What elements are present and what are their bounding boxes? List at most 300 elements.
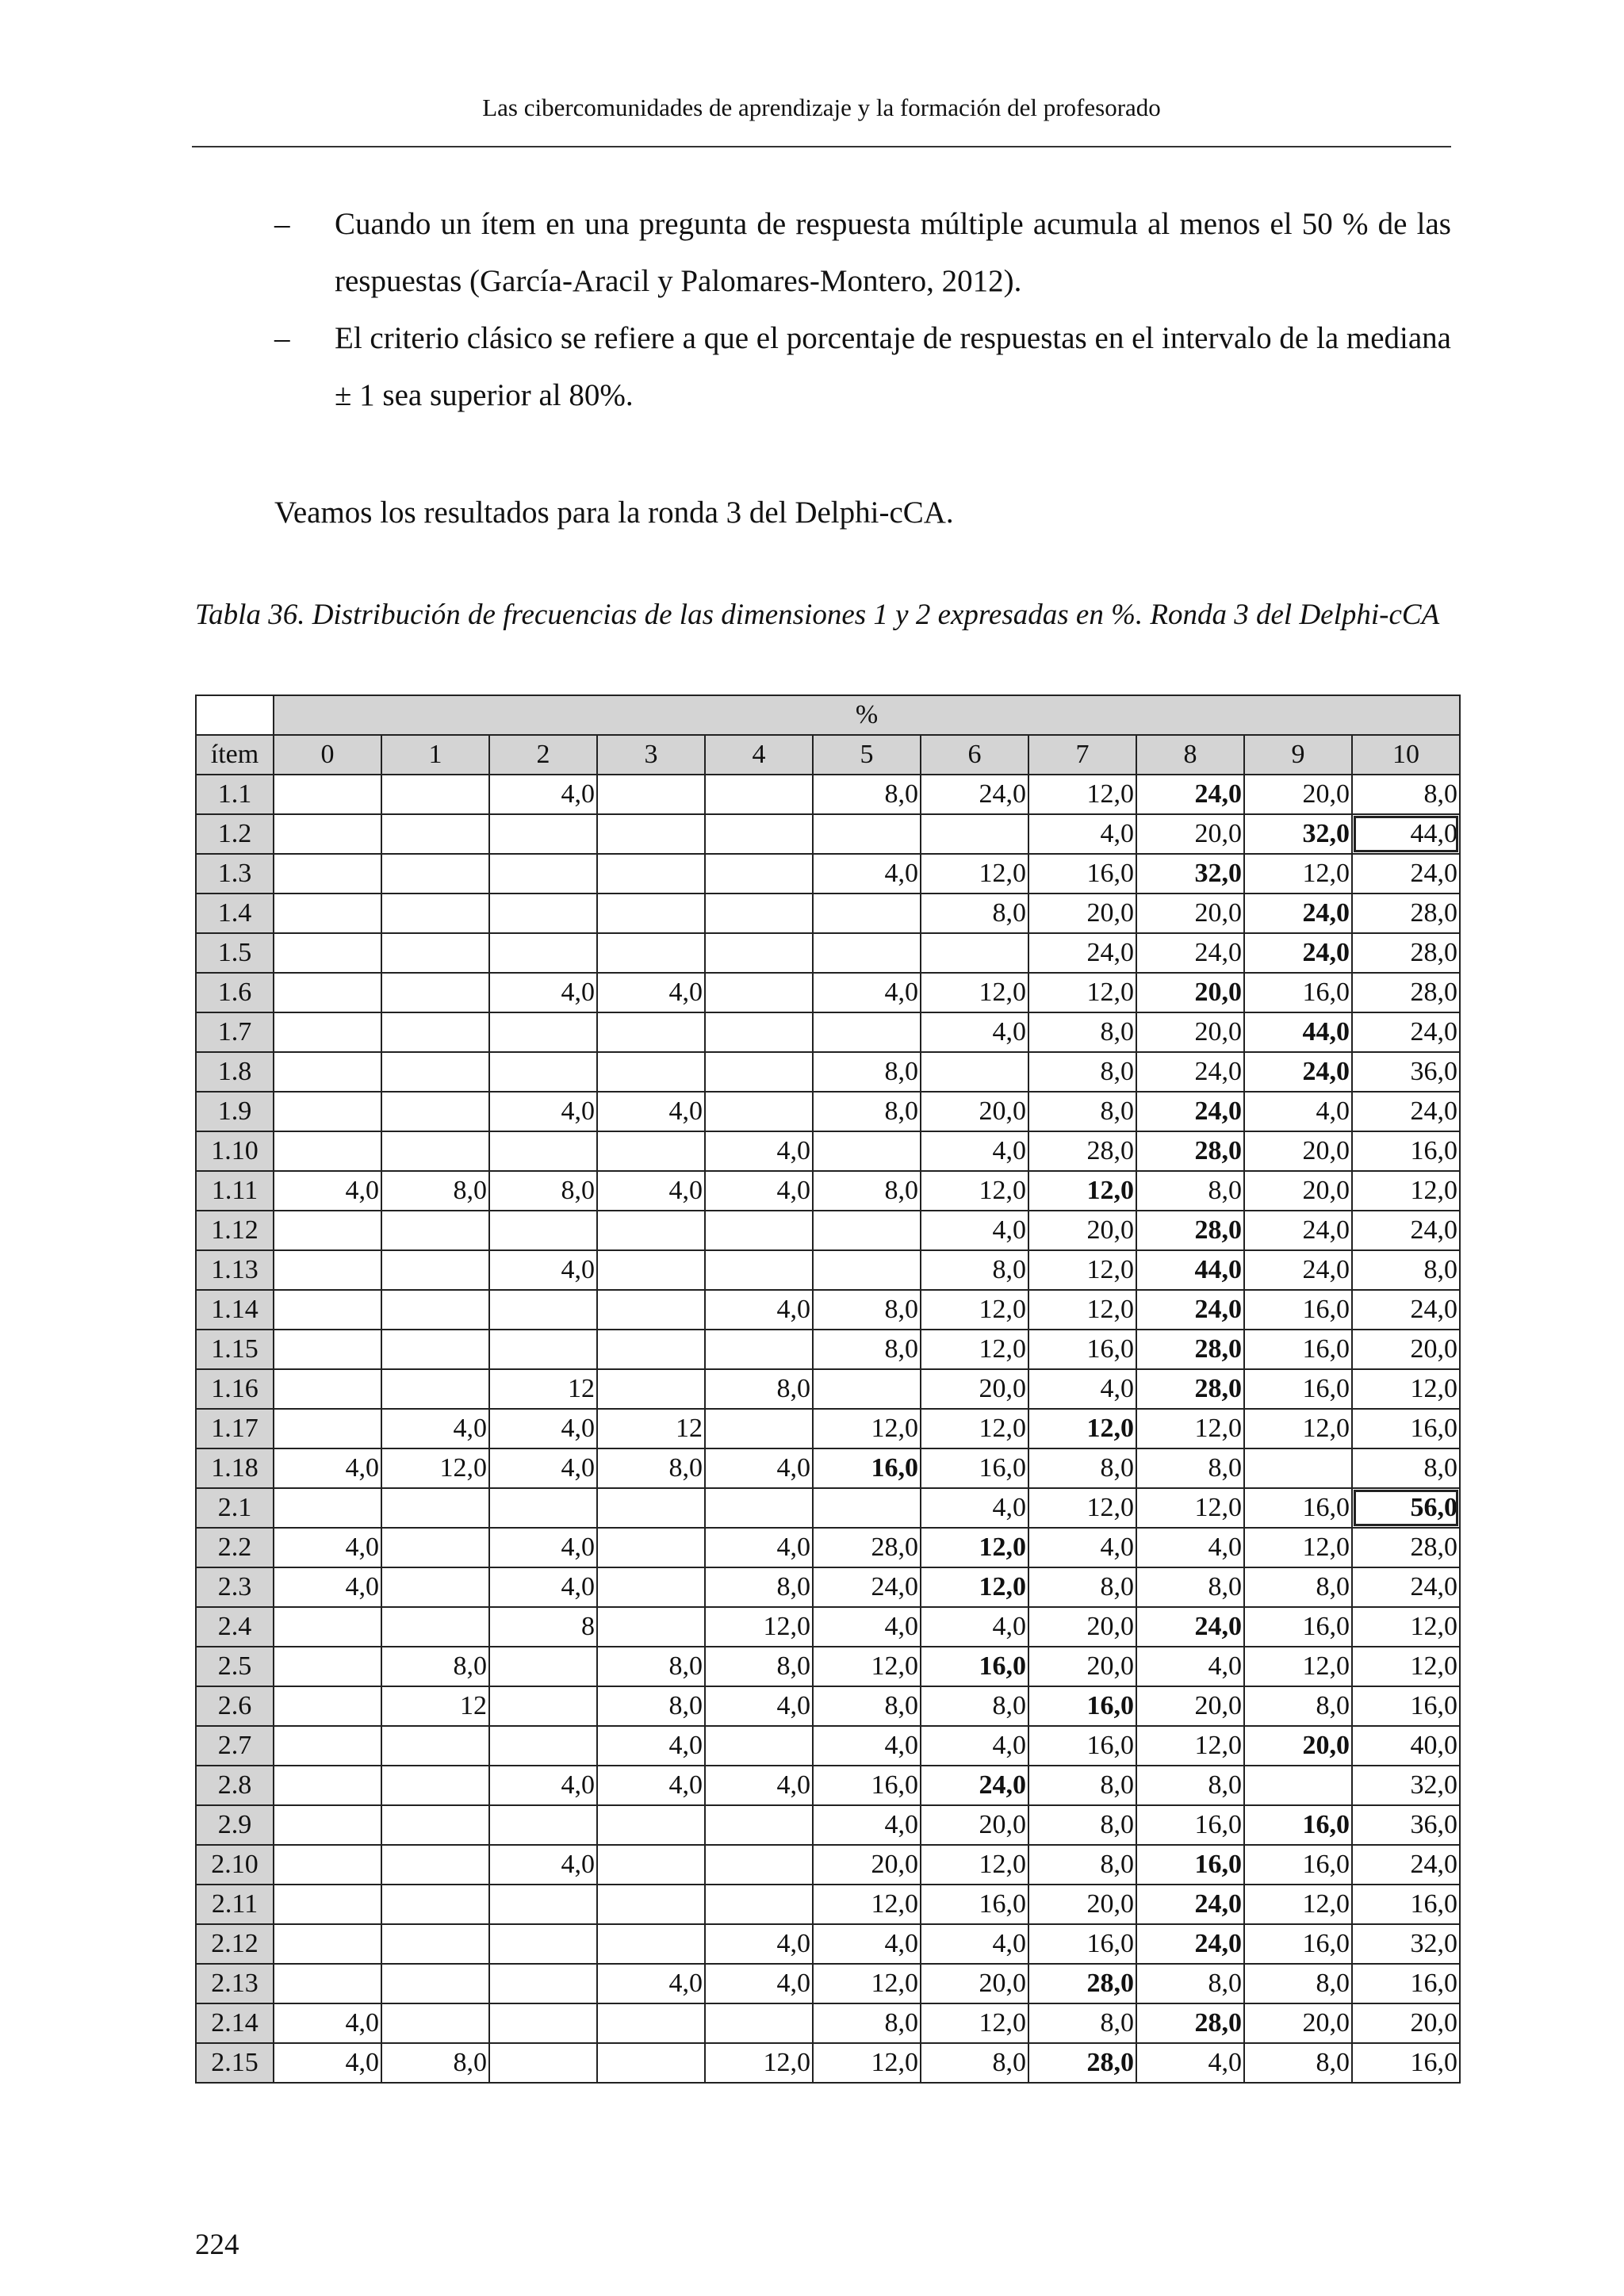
item-label-cell: 1.5 [196, 933, 274, 973]
value-cell [381, 854, 489, 894]
value-cell: 28,0 [1028, 1131, 1136, 1171]
table-row [196, 775, 1460, 814]
value-cell: 4,0 [813, 1726, 921, 1766]
value-cell [381, 1924, 489, 1964]
value-cell: 24,0 [1352, 1845, 1460, 1885]
value-cell: 4,0 [597, 1766, 705, 1805]
column-header: 10 [1352, 735, 1460, 775]
value-cell [274, 1607, 381, 1647]
item-label-cell: 1.7 [196, 1012, 274, 1052]
value-cell: 44,0 [1136, 1250, 1244, 1290]
value-cell: 12,0 [921, 854, 1028, 894]
value-cell [597, 1211, 705, 1250]
value-cell: 24,0 [1352, 1092, 1460, 1131]
item-label-cell: 1.18 [196, 1448, 274, 1488]
value-cell: 16,0 [1352, 1964, 1460, 2003]
value-cell: 12,0 [921, 1528, 1028, 1567]
value-cell [274, 1766, 381, 1805]
value-cell [705, 1409, 813, 1448]
value-cell [705, 1052, 813, 1092]
value-cell [381, 1250, 489, 1290]
value-cell [489, 1924, 597, 1964]
value-cell [274, 1726, 381, 1766]
item-label-cell: 2.3 [196, 1567, 274, 1607]
value-cell: 8,0 [813, 775, 921, 814]
value-cell [597, 1845, 705, 1885]
value-cell: 12,0 [921, 1330, 1028, 1369]
bullet-text: El criterio clásico se refiere a que el porcentaje de respuestas en el intervalo de la mediana ± 1 sea superior al 80%. [335, 321, 1451, 412]
value-cell: 16,0 [1136, 1805, 1244, 1845]
value-cell [489, 933, 597, 973]
value-cell: 16,0 [1244, 1805, 1352, 1845]
value-cell: 12,0 [705, 1607, 813, 1647]
value-cell: 16,0 [813, 1448, 921, 1488]
value-cell: 12,0 [1028, 775, 1136, 814]
table-row [196, 894, 1460, 933]
value-cell: 36,0 [1352, 1805, 1460, 1845]
value-cell [489, 1805, 597, 1845]
value-cell: 20,0 [1352, 2003, 1460, 2043]
value-cell: 12,0 [921, 1171, 1028, 1211]
value-cell: 8,0 [1136, 1964, 1244, 2003]
value-cell [274, 1964, 381, 2003]
value-cell [705, 1012, 813, 1052]
value-cell: 8,0 [1244, 2043, 1352, 2083]
value-cell: 20,0 [921, 1092, 1028, 1131]
column-header: 3 [597, 735, 705, 775]
value-cell: 4,0 [705, 1528, 813, 1567]
value-cell: 24,0 [1244, 933, 1352, 973]
value-cell [489, 1211, 597, 1250]
value-cell: 16,0 [1244, 1330, 1352, 1369]
value-cell [705, 1211, 813, 1250]
intro-paragraph: Veamos los resultados para la ronda 3 del Delphi-cCA. [274, 496, 954, 530]
item-column-header: ítem [196, 735, 274, 775]
value-cell: 4,0 [274, 2003, 381, 2043]
value-cell: 24,0 [813, 1567, 921, 1607]
value-cell: 16,0 [1244, 1488, 1352, 1528]
value-cell [813, 1369, 921, 1409]
value-cell: 4,0 [921, 1607, 1028, 1647]
value-cell: 4,0 [597, 1726, 705, 1766]
value-cell [381, 1488, 489, 1528]
item-label-cell: 1.16 [196, 1369, 274, 1409]
value-cell [597, 1567, 705, 1607]
value-cell: 4,0 [1028, 1528, 1136, 1567]
item-label-cell: 2.11 [196, 1885, 274, 1924]
value-cell [489, 1885, 597, 1924]
value-cell: 4,0 [1136, 1528, 1244, 1567]
item-label-cell: 1.17 [196, 1409, 274, 1448]
value-cell: 4,0 [597, 1964, 705, 2003]
value-cell: 20,0 [1244, 2003, 1352, 2043]
value-cell: 8,0 [1352, 775, 1460, 814]
value-cell: 16,0 [1352, 1686, 1460, 1726]
value-cell [705, 1092, 813, 1131]
bullet-marker: – [274, 207, 290, 241]
table-row [196, 2003, 1460, 2043]
value-cell: 16,0 [921, 1448, 1028, 1488]
value-cell [597, 2003, 705, 2043]
value-cell: 12,0 [1028, 1488, 1136, 1528]
table-row [196, 814, 1460, 854]
table-corner-cell [196, 695, 274, 735]
value-cell: 12,0 [1136, 1488, 1244, 1528]
value-cell: 24,0 [1244, 1211, 1352, 1250]
value-cell: 20,0 [1136, 814, 1244, 854]
value-cell: 4,0 [921, 1131, 1028, 1171]
value-cell: 20,0 [921, 1964, 1028, 2003]
value-cell: 12,0 [921, 1409, 1028, 1448]
value-cell: 4,0 [489, 1845, 597, 1885]
item-label-cell: 2.1 [196, 1488, 274, 1528]
value-cell: 40,0 [1352, 1726, 1460, 1766]
value-cell [489, 1290, 597, 1330]
value-cell [274, 1052, 381, 1092]
item-label-cell: 1.9 [196, 1092, 274, 1131]
value-cell [489, 1647, 597, 1686]
item-label-cell: 2.15 [196, 2043, 274, 2083]
value-cell: 24,0 [1136, 1092, 1244, 1131]
value-cell: 4,0 [274, 1567, 381, 1607]
value-cell [597, 854, 705, 894]
value-cell: 8,0 [381, 1647, 489, 1686]
value-cell [597, 1488, 705, 1528]
value-cell [274, 894, 381, 933]
value-cell: 4,0 [705, 1964, 813, 2003]
value-cell: 28,0 [1352, 973, 1460, 1012]
value-cell: 16,0 [1244, 1924, 1352, 1964]
value-cell: 32,0 [1244, 814, 1352, 854]
value-cell [381, 1845, 489, 1885]
bullet-list [274, 196, 1451, 424]
value-cell [1244, 1448, 1352, 1488]
value-cell: 12 [489, 1369, 597, 1409]
value-cell: 8,0 [381, 1171, 489, 1211]
value-cell: 16,0 [1244, 1290, 1352, 1330]
item-label-cell: 1.1 [196, 775, 274, 814]
value-cell [597, 1330, 705, 1369]
item-label-cell: 2.4 [196, 1607, 274, 1647]
value-cell: 8,0 [1028, 1052, 1136, 1092]
value-cell: 24,0 [1028, 933, 1136, 973]
item-label-cell: 1.4 [196, 894, 274, 933]
value-cell [274, 973, 381, 1012]
value-cell: 8,0 [705, 1369, 813, 1409]
column-header: 1 [381, 735, 489, 775]
table-row [196, 1845, 1460, 1885]
value-cell: 16,0 [921, 1885, 1028, 1924]
value-cell: 8,0 [813, 1052, 921, 1092]
value-cell [381, 1567, 489, 1607]
item-label-cell: 2.13 [196, 1964, 274, 2003]
value-cell: 4,0 [489, 1409, 597, 1448]
value-cell [813, 1131, 921, 1171]
value-cell [705, 1885, 813, 1924]
value-cell: 8,0 [1244, 1686, 1352, 1726]
value-cell: 12,0 [921, 1567, 1028, 1607]
value-cell [1244, 1766, 1352, 1805]
value-cell [274, 1211, 381, 1250]
value-cell: 12,0 [381, 1448, 489, 1488]
table-row [196, 1924, 1460, 1964]
value-cell: 4,0 [813, 1805, 921, 1845]
value-cell: 16,0 [1136, 1845, 1244, 1885]
value-cell: 4,0 [1244, 1092, 1352, 1131]
value-cell [597, 894, 705, 933]
value-cell [381, 973, 489, 1012]
value-cell [381, 814, 489, 854]
value-cell [489, 1726, 597, 1766]
value-cell: 8,0 [813, 1290, 921, 1330]
table-row [196, 1488, 1460, 1528]
value-cell: 20,0 [1136, 1686, 1244, 1726]
value-cell: 8,0 [381, 2043, 489, 2083]
value-cell [381, 1805, 489, 1845]
item-label-cell: 1.8 [196, 1052, 274, 1092]
value-cell: 20,0 [1352, 1330, 1460, 1369]
value-cell [381, 1766, 489, 1805]
value-cell: 4,0 [705, 1924, 813, 1964]
column-header: 7 [1028, 735, 1136, 775]
column-header: 6 [921, 735, 1028, 775]
value-cell: 12,0 [1244, 1409, 1352, 1448]
value-cell: 20,0 [1028, 1885, 1136, 1924]
value-cell: 16,0 [1244, 1845, 1352, 1885]
table-row [196, 1885, 1460, 1924]
value-cell [381, 1092, 489, 1131]
value-cell [597, 1924, 705, 1964]
value-cell: 8,0 [597, 1448, 705, 1488]
table-row [196, 1805, 1460, 1845]
value-cell [813, 1211, 921, 1250]
value-cell: 4,0 [489, 1528, 597, 1567]
value-cell [274, 1686, 381, 1726]
value-cell [274, 1250, 381, 1290]
value-cell: 4,0 [489, 1250, 597, 1290]
item-label-cell: 1.11 [196, 1171, 274, 1211]
page-number: 224 [195, 2229, 239, 2261]
value-cell: 24,0 [1352, 1290, 1460, 1330]
value-cell: 20,0 [1028, 894, 1136, 933]
value-cell [381, 1528, 489, 1567]
value-cell [381, 1211, 489, 1250]
value-cell: 16,0 [813, 1766, 921, 1805]
bullet-text: Cuando un ítem en una pregunta de respuesta múltiple acumula al menos el 50 % de las respuestas (García-Aracil y Palomares-Montero, 2012). [335, 207, 1451, 298]
value-cell: 20,0 [1244, 775, 1352, 814]
value-cell: 4,0 [597, 973, 705, 1012]
table-row [196, 1092, 1460, 1131]
value-cell [274, 814, 381, 854]
value-cell [597, 1805, 705, 1845]
value-cell: 8,0 [1136, 1766, 1244, 1805]
item-label-cell: 1.13 [196, 1250, 274, 1290]
value-cell [489, 1964, 597, 2003]
table-row [196, 1448, 1460, 1488]
table-row [196, 1726, 1460, 1766]
value-cell [381, 933, 489, 973]
value-cell: 8,0 [1028, 1805, 1136, 1845]
value-cell: 16,0 [1028, 1924, 1136, 1964]
column-header: 9 [1244, 735, 1352, 775]
item-label-cell: 2.14 [196, 2003, 274, 2043]
value-cell: 4,0 [274, 1171, 381, 1211]
value-cell: 12,0 [1028, 1409, 1136, 1448]
value-cell [489, 1488, 597, 1528]
table-row [196, 854, 1460, 894]
value-cell [921, 814, 1028, 854]
value-cell: 12,0 [1244, 1647, 1352, 1686]
item-label-cell: 2.5 [196, 1647, 274, 1686]
value-cell [274, 1131, 381, 1171]
value-cell [274, 1488, 381, 1528]
column-header: 0 [274, 735, 381, 775]
value-cell [381, 1964, 489, 2003]
item-label-cell: 2.6 [196, 1686, 274, 1726]
value-cell: 24,0 [1136, 775, 1244, 814]
value-cell: 8,0 [1352, 1448, 1460, 1488]
value-cell: 4,0 [489, 1567, 597, 1607]
table-row [196, 1686, 1460, 1726]
column-header: 4 [705, 735, 813, 775]
value-cell: 24,0 [921, 1766, 1028, 1805]
value-cell [274, 1330, 381, 1369]
value-cell [705, 1845, 813, 1885]
value-cell: 12,0 [813, 1964, 921, 2003]
value-cell [597, 1290, 705, 1330]
value-cell [381, 1131, 489, 1171]
value-cell [381, 1330, 489, 1369]
value-cell: 8,0 [921, 1250, 1028, 1290]
value-cell: 4,0 [921, 1012, 1028, 1052]
value-cell: 4,0 [921, 1488, 1028, 1528]
value-cell: 24,0 [1136, 933, 1244, 973]
value-cell [705, 1726, 813, 1766]
value-cell: 4,0 [813, 973, 921, 1012]
value-cell [921, 933, 1028, 973]
value-cell: 4,0 [381, 1409, 489, 1448]
value-cell [597, 933, 705, 973]
value-cell: 8 [489, 1607, 597, 1647]
value-cell: 4,0 [705, 1171, 813, 1211]
value-cell [597, 1012, 705, 1052]
item-label-cell: 2.7 [196, 1726, 274, 1766]
value-cell: 4,0 [813, 1607, 921, 1647]
value-cell [381, 1726, 489, 1766]
value-cell: 12,0 [921, 1845, 1028, 1885]
value-cell: 24,0 [1352, 854, 1460, 894]
value-cell: 8,0 [489, 1171, 597, 1211]
value-cell [274, 1805, 381, 1845]
value-cell: 16,0 [1244, 1607, 1352, 1647]
value-cell: 4,0 [274, 2043, 381, 2083]
item-label-cell: 1.14 [196, 1290, 274, 1330]
table-row [196, 1131, 1460, 1171]
value-cell: 28,0 [1352, 1528, 1460, 1567]
item-label-cell: 2.2 [196, 1528, 274, 1567]
value-cell [813, 1488, 921, 1528]
item-label-cell: 2.8 [196, 1766, 274, 1805]
item-label-cell: 2.9 [196, 1805, 274, 1845]
value-cell: 36,0 [1352, 1052, 1460, 1092]
table-group-header-row [196, 695, 1460, 735]
value-cell [274, 1845, 381, 1885]
value-cell: 8,0 [1244, 1567, 1352, 1607]
value-cell [705, 1250, 813, 1290]
table-row [196, 1012, 1460, 1052]
value-cell: 24,0 [1136, 1290, 1244, 1330]
value-cell: 4,0 [1028, 814, 1136, 854]
value-cell: 8,0 [921, 1686, 1028, 1726]
value-cell: 44,0 [1244, 1012, 1352, 1052]
value-cell [813, 814, 921, 854]
value-cell: 8,0 [1028, 1012, 1136, 1052]
item-label-cell: 1.15 [196, 1330, 274, 1369]
value-cell: 8,0 [1136, 1448, 1244, 1488]
value-cell: 24,0 [1136, 1607, 1244, 1647]
value-cell [489, 814, 597, 854]
value-cell: 16,0 [1352, 1885, 1460, 1924]
value-cell [597, 1607, 705, 1647]
value-cell [597, 814, 705, 854]
value-cell: 12,0 [1028, 1171, 1136, 1211]
value-cell: 12 [381, 1686, 489, 1726]
value-cell: 12,0 [813, 1409, 921, 1448]
value-cell: 4,0 [597, 1092, 705, 1131]
value-cell: 4,0 [274, 1448, 381, 1488]
value-cell: 8,0 [813, 2003, 921, 2043]
value-cell [705, 775, 813, 814]
table-row [196, 2043, 1460, 2083]
value-cell: 4,0 [1136, 1647, 1244, 1686]
value-cell: 20,0 [1136, 973, 1244, 1012]
item-label-cell: 1.10 [196, 1131, 274, 1171]
value-cell: 20,0 [1136, 894, 1244, 933]
value-cell: 28,0 [1136, 1131, 1244, 1171]
value-cell [489, 1686, 597, 1726]
value-cell [274, 1369, 381, 1409]
value-cell [597, 1369, 705, 1409]
value-cell [381, 1369, 489, 1409]
value-cell: 8,0 [1028, 1766, 1136, 1805]
value-cell: 24,0 [1352, 1012, 1460, 1052]
value-cell: 8,0 [597, 1647, 705, 1686]
table-row [196, 933, 1460, 973]
value-cell: 4,0 [489, 775, 597, 814]
value-cell [813, 1250, 921, 1290]
value-cell: 12,0 [921, 1290, 1028, 1330]
value-cell [489, 1012, 597, 1052]
value-cell: 4,0 [813, 1924, 921, 1964]
value-cell: 4,0 [705, 1686, 813, 1726]
value-cell: 12,0 [813, 2043, 921, 2083]
value-cell [705, 1805, 813, 1845]
value-cell: 8,0 [813, 1092, 921, 1131]
value-cell [274, 854, 381, 894]
value-cell [381, 1607, 489, 1647]
column-header: 5 [813, 735, 921, 775]
value-cell: 12,0 [1352, 1369, 1460, 1409]
value-cell: 12,0 [813, 1647, 921, 1686]
value-cell: 4,0 [489, 1448, 597, 1488]
table-row [196, 1211, 1460, 1250]
value-cell [381, 2003, 489, 2043]
value-cell: 8,0 [1028, 1845, 1136, 1885]
value-cell [489, 894, 597, 933]
value-cell: 12,0 [1244, 854, 1352, 894]
value-cell [489, 2043, 597, 2083]
value-cell: 4,0 [274, 1528, 381, 1567]
